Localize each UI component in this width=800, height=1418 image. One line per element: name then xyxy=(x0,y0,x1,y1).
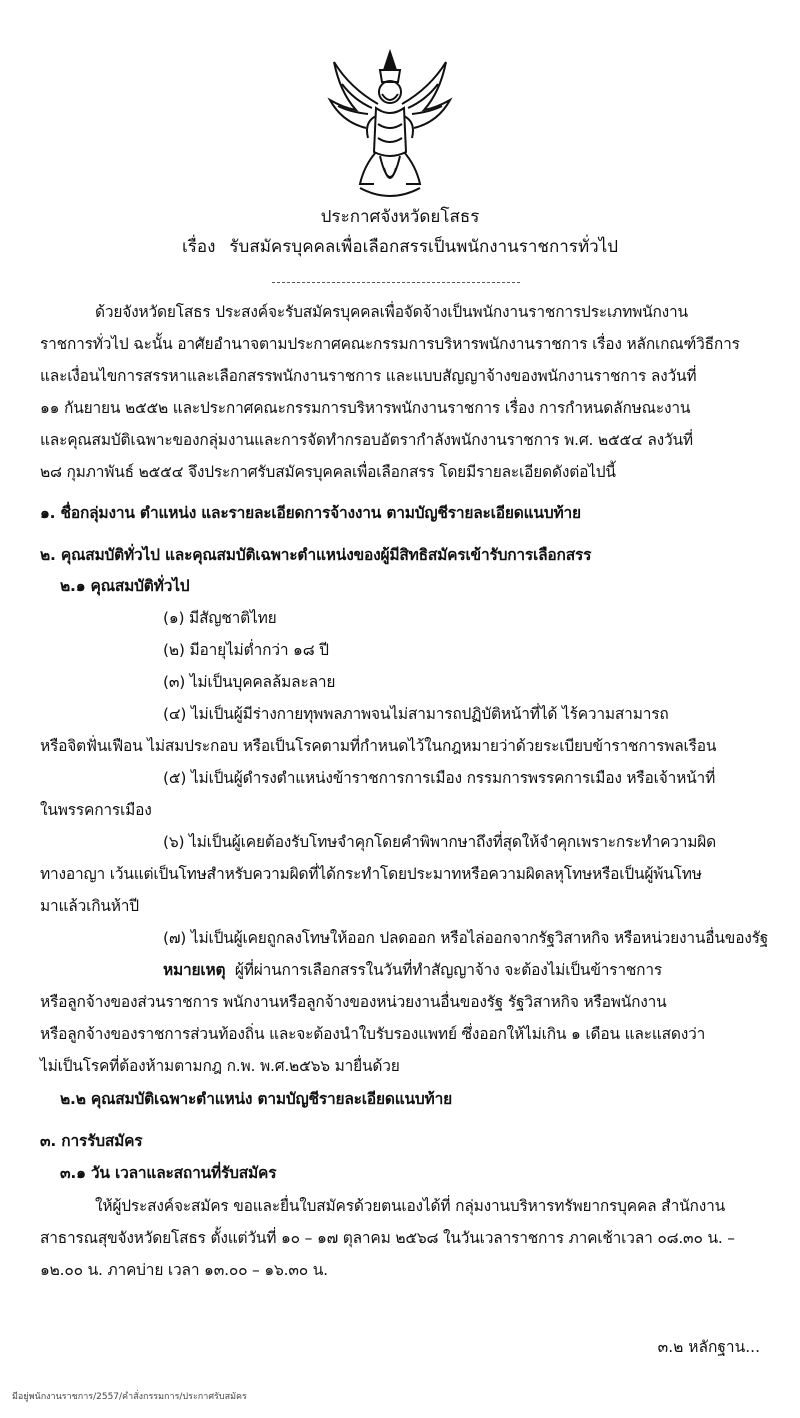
section-3-1-line-3: ๑๒.๐๐ น. ภาคบ่าย เวลา ๑๓.๐๐ – ๑๖.๓๐ น. xyxy=(40,1261,328,1279)
qualification-item-3: (๓) ไม่เป็นบุคคลล้มละลาย xyxy=(163,673,336,691)
qualification-item-5: (๕) ไม่เป็นผู้ดำรงตำแหน่งข้าราชการการเมือง กรรมการพรรคการเมือง หรือเจ้าหน้าที่ xyxy=(163,769,716,787)
intro-line-6: ๒๘ กุมภาพันธ์ ๒๕๕๔ จึงประกาศรับสมัครบุคคลเพื่อเลือกสรร โดยมีรายละเอียดดังต่อไปนี้ xyxy=(40,463,616,481)
section-2-heading: ๒. คุณสมบัติทั่วไป และคุณสมบัติเฉพาะตำแหน่งของผู้มีสิทธิสมัครเข้ารับการเลือกสรร xyxy=(40,546,592,564)
section-2-1-heading: ๒.๑ คุณสมบัติทั่วไป xyxy=(60,577,190,595)
note-line-4: ไม่เป็นโรคที่ต้องห้ามตามกฎ ก.พ. พ.ศ.๒๕๖๖ มายื่นด้วย xyxy=(40,1057,400,1075)
section-3-1-heading: ๓.๑ วัน เวลาและสถานที่รับสมัคร xyxy=(60,1164,277,1182)
intro-line-4: ๑๑ กันยายน ๒๕๕๒ และประกาศคณะกรรมการบริหารพนักงานราชการ เรื่อง การกำหนดลักษณะงาน xyxy=(40,399,691,417)
qualification-item-6-cont-2: มาแล้วเกินห้าปี xyxy=(40,897,139,915)
title-divider xyxy=(272,282,520,283)
continued-marker: ๓.๒ หลักฐาน... xyxy=(657,1338,760,1356)
section-3-1-line-1: ให้ผู้ประสงค์จะสมัคร ขอและยื่นใบสมัครด้วยตนเองได้ที่ กลุ่มงานบริหารทรัพยากรบุคคล สำนักงาน xyxy=(95,1197,725,1215)
note-label: หมายเหตุ xyxy=(163,961,226,979)
qualification-item-6-cont: ทางอาญา เว้นแต่เป็นโทษสำหรับความผิดที่ได้กระทำโดยประมาทหรือความผิดลหุโทษหรือเป็นผู้พ้นโทษ xyxy=(40,865,702,883)
note-line-2: หรือลูกจ้างของส่วนราชการ พนักงานหรือลูกจ้างของหน่วยงานอื่นของรัฐ รัฐวิสาหกิจ หรือพนักงาน xyxy=(40,993,667,1011)
section-3-heading: ๓. การรับสมัคร xyxy=(40,1132,143,1150)
qualification-item-4-cont: หรือจิตฟั่นเฟือน ไม่สมประกอบ หรือเป็นโรคตามที่กำหนดไว้ในกฎหมายว่าด้วยระเบียบข้าราชการพลเรือน xyxy=(40,737,717,755)
qualification-item-7: (๗) ไม่เป็นผู้เคยถูกลงโทษให้ออก ปลดออก หรือไล่ออกจากรัฐวิสาหกิจ หรือหน่วยงานอื่นของรัฐ xyxy=(163,929,769,947)
qualification-item-2: (๒) มีอายุไม่ต่ำกว่า ๑๘ ปี xyxy=(163,641,329,659)
qualification-item-4: (๔) ไม่เป็นผู้มีร่างกายทุพพลภาพจนไม่สามารถปฏิบัติหน้าที่ได้ ไร้ความสามารถ xyxy=(163,705,669,723)
intro-line-1: ด้วยจังหวัดยโสธร ประสงค์จะรับสมัครบุคคลเพื่อจัดจ้างเป็นพนักงานราชการประเภทพนักงาน xyxy=(95,303,688,321)
qualification-item-1: (๑) มีสัญชาติไทย xyxy=(163,609,277,627)
section-2-2-heading: ๒.๒ คุณสมบัติเฉพาะตำแหน่ง ตามบัญชีรายละเอียดแนบท้าย xyxy=(60,1090,452,1108)
qualification-item-6: (๖) ไม่เป็นผู้เคยต้องรับโทษจำคุกโดยคำพิพากษาถึงที่สุดให้จำคุกเพราะกระทำความผิด xyxy=(163,833,717,851)
intro-line-3: และเงื่อนไขการสรรหาและเลือกสรรพนักงานราชการ และแบบสัญญาจ้างของพนักงานราชการ ลงวันที่ xyxy=(40,367,697,385)
section-3-1-line-2: สาธารณสุขจังหวัดยโสธร ตั้งแต่วันที่ ๑๐ – ๑๗ ตุลาคม ๒๕๖๘ ในวันเวลาราชการ ภาคเช้าเวลา ๐๘.๓๐ น. – xyxy=(40,1229,735,1247)
intro-line-2: ราชการทั่วไป ฉะนั้น อาศัยอำนาจตามประกาศคณะกรรมการบริหารพนักงานราชการ เรื่อง หลักเกณฑ์วิธีการ xyxy=(40,335,740,353)
qualification-item-5-cont: ในพรรคการเมือง xyxy=(40,801,152,819)
note-line-3: หรือลูกจ้างของราชการส่วนท้องถิ่น และจะต้องนำใบรับรองแพทย์ ซึ่งออกให้ไม่เกิน ๑ เดือน และแสดงว่า xyxy=(40,1025,706,1043)
garuda-emblem-icon xyxy=(320,48,460,208)
subject-label: เรื่อง xyxy=(181,237,216,257)
note-text-1: ผู้ที่ผ่านการเลือกสรรในวันที่ทำสัญญาจ้าง จะต้องไม่เป็นข้าราชการ xyxy=(234,961,662,979)
footer-path: มีอยู่พนักงานราชการ/2557/คำสั่งกรรมการ/ประกาศรับสมัคร xyxy=(12,1392,247,1402)
note-line-1 xyxy=(163,963,763,979)
page-title: ประกาศจังหวัดยโสธร xyxy=(320,207,480,227)
section-1-heading: ๑. ชื่อกลุ่มงาน ตำแหน่ง และรายละเอียดการจ้างงาน ตามบัญชีรายละเอียดแนบท้าย xyxy=(40,504,581,522)
intro-line-5: และคุณสมบัติเฉพาะของกลุ่มงานและการจัดทำกรอบอัตรากำลังพนักงานราชการ พ.ศ. ๒๕๕๔ ลงวันที่ xyxy=(40,431,693,449)
subject-text: รับสมัครบุคคลเพื่อเลือกสรรเป็นพนักงานราชการทั่วไป xyxy=(229,237,619,257)
subject-line xyxy=(0,239,800,256)
